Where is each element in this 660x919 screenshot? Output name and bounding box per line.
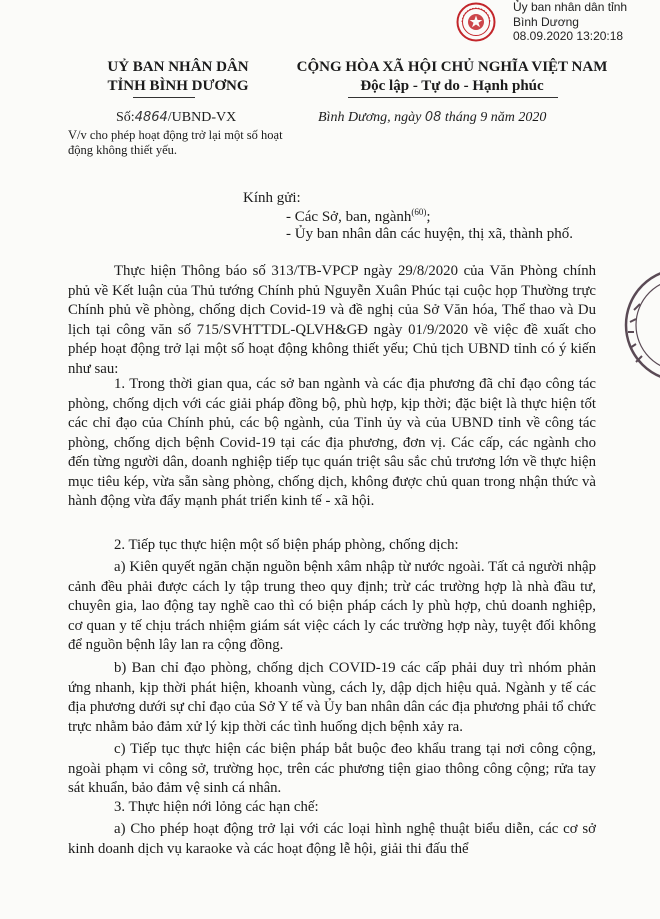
issuing-agency	[78, 58, 278, 96]
salutation-label: Kính gửi:	[243, 190, 301, 206]
item-3-text: 3. Thực hiện nới lỏng các hạn chế:	[114, 799, 319, 815]
item-2a-text: a) Kiên quyết ngăn chặn nguồn bệnh xâm nhập từ nước ngoài. Tất cả người nhập cảnh đều phải được cách ly tập trung theo quy định; trừ các trường hợp là nhà đầu tư, chuyên gia, lao động tay nghề cao thì có biện pháp cách ly phù hợp, chủ doanh nghiệp, cơ quan y tế chịu trách nhiệm giám sát việc cách ly các trường hợp này, tuyệt đối không để nguồn bệnh lây lan ra cộng đồng.	[68, 559, 596, 653]
agency-underline	[133, 97, 195, 98]
item-2c-text: c) Tiếp tục thực hiện các biện pháp bắt buộc đeo khẩu trang tại nơi công cộng, ngoài phạm vi công sở, trường học, trên các phương tiện giao thông công cộng; rửa tay sát khuẩn, bảo đảm vệ sinh cá nhân.	[68, 741, 596, 796]
recipient-1-sup: (60)	[411, 207, 427, 217]
document-number	[116, 110, 236, 126]
digital-signature-stamp	[452, 0, 660, 46]
intro-text: Thực hiện Thông báo số 313/TB-VPCP ngày 29/8/2020 của Văn Phòng chính phủ về Kết luận của Thủ tướng Chính phủ Nguyễn Xuân Phúc tại cuộc họp Thường trực Chính phủ về phòng, chống dịch Covid-19 và đề nghị của Sở Văn hóa, Thể thao và Du lịch tại công văn số 715/SVHTTDL-QLVH&GĐ ngày 01/9/2020 về việc đề xuất cho phép hoạt động trở lại một số hoạt động không thiết yếu; Chủ tịch UBND tỉnh có ý kiến như sau:	[68, 263, 596, 377]
place-date-suffix: tháng 9 năm 2020	[444, 110, 547, 125]
motto: Độc lập - Tự do - Hạnh phúc	[360, 78, 544, 94]
place-date-prefix: Bình Dương, ngày	[318, 110, 422, 125]
item-1-text: 1. Trong thời gian qua, các sở ban ngành và các địa phương đã chỉ đạo công tác phòng, chống dịch với các giải pháp đồng bộ, phù hợp, kịp thời; đặc biệt là thực hiện tốt các chỉ đạo của Chính phủ, các bộ ngành, của Tỉnh ủy và của UBND tỉnh về công tác phòng, chống dịch bệnh Covid-19 tại các địa phương, đơn vị. Các cấp, các ngành cho đến từng người dân, doanh nghiệp tiếp tục quán triệt sâu sắc chủ trương lớn về thực hiện mục tiêu kép, vừa sẵn sàng phòng, chống dịch, không được chủ quan trong nhận thức và hành động vừa đẩy mạnh phát triển kinh tế - xã hội.	[68, 376, 596, 509]
item-2a-paragraph	[68, 558, 596, 656]
document-subject: V/v cho phép hoạt động trở lại một số hoạt động không thiết yếu.	[68, 128, 283, 157]
item-2b-paragraph	[68, 659, 596, 737]
place-date-day: 08	[424, 110, 442, 125]
red-seal-icon	[456, 2, 496, 42]
item-3a-text: a) Cho phép hoạt động trở lại với các loại hình nghệ thuật biểu diễn, các cơ sở kinh doanh dịch vụ karaoke và các hoạt động lễ hội, giải thi đấu thể	[68, 821, 596, 857]
motto-underline	[348, 97, 558, 98]
item-3a-paragraph	[68, 820, 596, 859]
republic-title: CỘNG HÒA XÃ HỘI CHỦ NGHĨA VIỆT NAM	[296, 59, 608, 75]
item-2b-text: b) Ban chỉ đạo phòng, chống dịch COVID-19 các cấp phải duy trì nhóm phản ứng nhanh, kịp thời phát hiện, khoanh vùng, cách ly, dập dịch hiệu quả. Ngành y tế các địa phương dưới sự chỉ đạo của Sở Y tế và Ủy ban nhân dân các địa phương phải tổ chức trực nhằm bảo đảm xử lý kịp thời các tình huống dịch bệnh xảy ra.	[68, 660, 596, 735]
doc-number-prefix: Số:	[116, 110, 135, 125]
place-date	[318, 110, 546, 126]
recipient-1-text: - Các Sở, ban, ngành	[286, 209, 412, 225]
item-2-text: 2. Tiếp tục thực hiện một số biện pháp phòng, chống dịch:	[114, 537, 459, 553]
item-2c-paragraph	[68, 740, 596, 799]
signature-timestamp: 08.09.2020 13:20:18	[513, 29, 624, 43]
national-motto	[276, 58, 628, 96]
signature-line-1: Ủy ban nhân dân tỉnh	[513, 0, 628, 14]
item-1-paragraph	[68, 375, 596, 512]
item-3-heading	[68, 798, 596, 818]
doc-number-suffix: /UBND-VX	[167, 110, 237, 125]
recipient-1-end: ;	[426, 209, 431, 225]
agency-line-1: UỶ BAN NHÂN DÂN	[107, 59, 249, 75]
recipient-2: - Ủy ban nhân dân các huyện, thị xã, thành phố.	[286, 226, 573, 242]
signature-line-2: Bình Dương	[513, 14, 579, 29]
agency-line-2: TỈNH BÌNH DƯƠNG	[107, 78, 249, 94]
recipient-1	[286, 207, 431, 226]
item-2-heading	[68, 536, 596, 556]
doc-number-handwritten: 4864	[134, 110, 168, 125]
partial-seal-icon	[622, 264, 660, 386]
intro-paragraph	[68, 262, 596, 379]
